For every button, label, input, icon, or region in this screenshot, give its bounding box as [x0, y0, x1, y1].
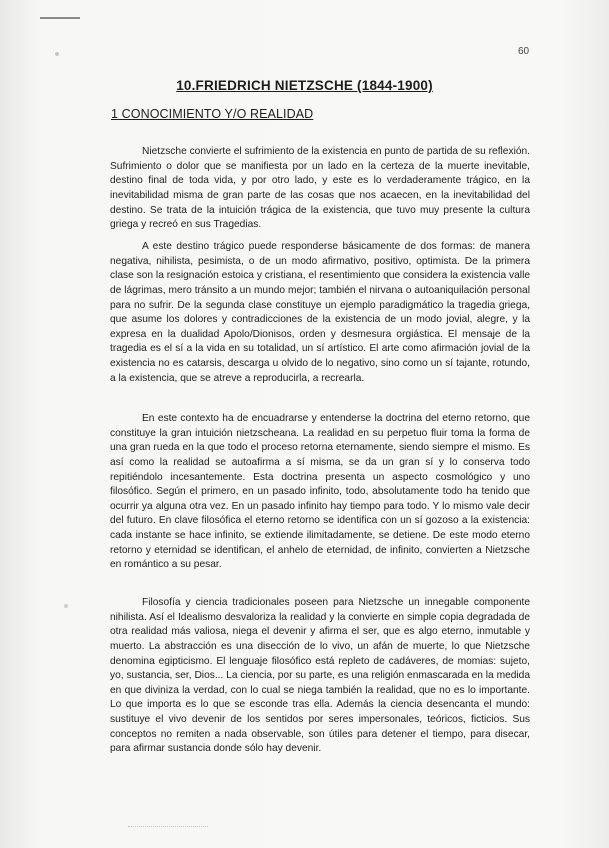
paragraph: Filosofía y ciencia tradicionales poseen para Nietzsche un innegable componente nihilista. Así el Idealismo desvaloriza la realidad y la convierte en simple copia degradada de otra realidad más valiosa, niega el devenir y afirma el ser, que es algo eterno, inmutable y muerto. La abstracción es una disección de lo vivo, un afán de muerte, lo que Nietzsche denomina egipticismo. El lenguaje filosófico está repleto de cadáveres, de momias: sujeto, yo, sustancia, ser, Dios... La ciencia, por su parte, es una religión enmascarada en la medida en que diviniza la verdad, con lo cual se niega también la realidad, que no es lo importante. Lo que importa es lo que se esconde tras ella. Además la ciencia desencanta el mundo: sustituye el vivo devenir de los sentidos por seres impersonales, teóricos, ficticios. Sus conceptos no remiten a nada observable, son útiles para detener el tiempo, para disecar, para afirmar sustancia donde sólo hay devenir.: [110, 597, 530, 755]
section-heading: 1 CONOCIMIENTO Y/O REALIDAD: [111, 107, 314, 121]
page-number: 60: [518, 46, 530, 57]
paragraph: En este contexto ha de encuadrarse y entenderse la doctrina del eterno retorno, que constituye la gran intuición nietzscheana. La realidad en su perpetuo fluir toma la forma de una gran rueda en la que todo el proceso retorna eternamente, siendo siempre el mismo. Es así como la realidad se autoafirma a sí misma, se da un gran sí y lo conserva todo repitiéndolo incesantemente. Esta doctrina presenta un aspecto cosmológico y uno filosófico. Según el primero, en un pasado infinito, todo, absolutamente todo ha tenido que ocurrir ya alguna otra vez. En un pasado infinito hay tiempo para todo. Y lo mismo vale decir del futuro. En clave filosófica el eterno retorno se identifica con un sí gozoso a la existencia: cada instante se hace infinito, se extiende ilimitadamente, se detiene. De este modo eterno retorno y eternidad se identifican, el anhelo de eternidad, de infinito, convierten a Nietzsche en romántico a su pesar.: [110, 413, 530, 571]
scan-mark-left: [55, 52, 59, 56]
scan-artifact-bottom: [128, 826, 208, 833]
page-title: 10.FRIEDRICH NIETZSCHE (1844-1900): [176, 78, 433, 93]
scan-mark-left-lower: [64, 604, 68, 608]
scan-mark-top: [40, 17, 80, 19]
paragraph: A este destino trágico puede responderse básicamente de dos formas: de manera negativa, nihilista, pesimista, o de un modo afirmativo, positivo, optimista. De la primera clase son la resignación estoica y cristiana, el resentimiento que considera la existencia valle de lágrimas, mero tránsito a un mundo mejor; también el nirvana o autoaniquilación personal para no sufrir. De la segunda clase constituye un ejemplo paradigmático la tragedia griega, que asume los dolores y contradicciones de la existencia de un modo jovial, alegre, y la expresa en la dualidad Apolo/Dionisos, orden y desmesura orgiástica. El mensaje de la tragedia es el sí a la vida en su totalidad, un sí artístico. El arte como afirmación jovial de la existencia no es catarsis, descarga u olvido de lo negativo, sino como un sí tajante, rotundo, a la existencia, que se atreve a reproducirla, a recrearla.: [110, 241, 530, 384]
paragraph: Nietzsche convierte el sufrimiento de la existencia en punto de partida de su reflexión. Sufrimiento o dolor que se manifiesta por un lado en la certeza de la muerte inevitable, destino final de toda vida, y por otro lado, y este es lo verdaderamente trágico, en la inevitabilidad misma de gran parte de las cosas que nos acaecen, en la inevitabilidad del destino. Se trata de la intuición trágica de la existencia, que tuvo muy presente la cultura griega y recreó en sus Tragedias.: [110, 146, 530, 231]
